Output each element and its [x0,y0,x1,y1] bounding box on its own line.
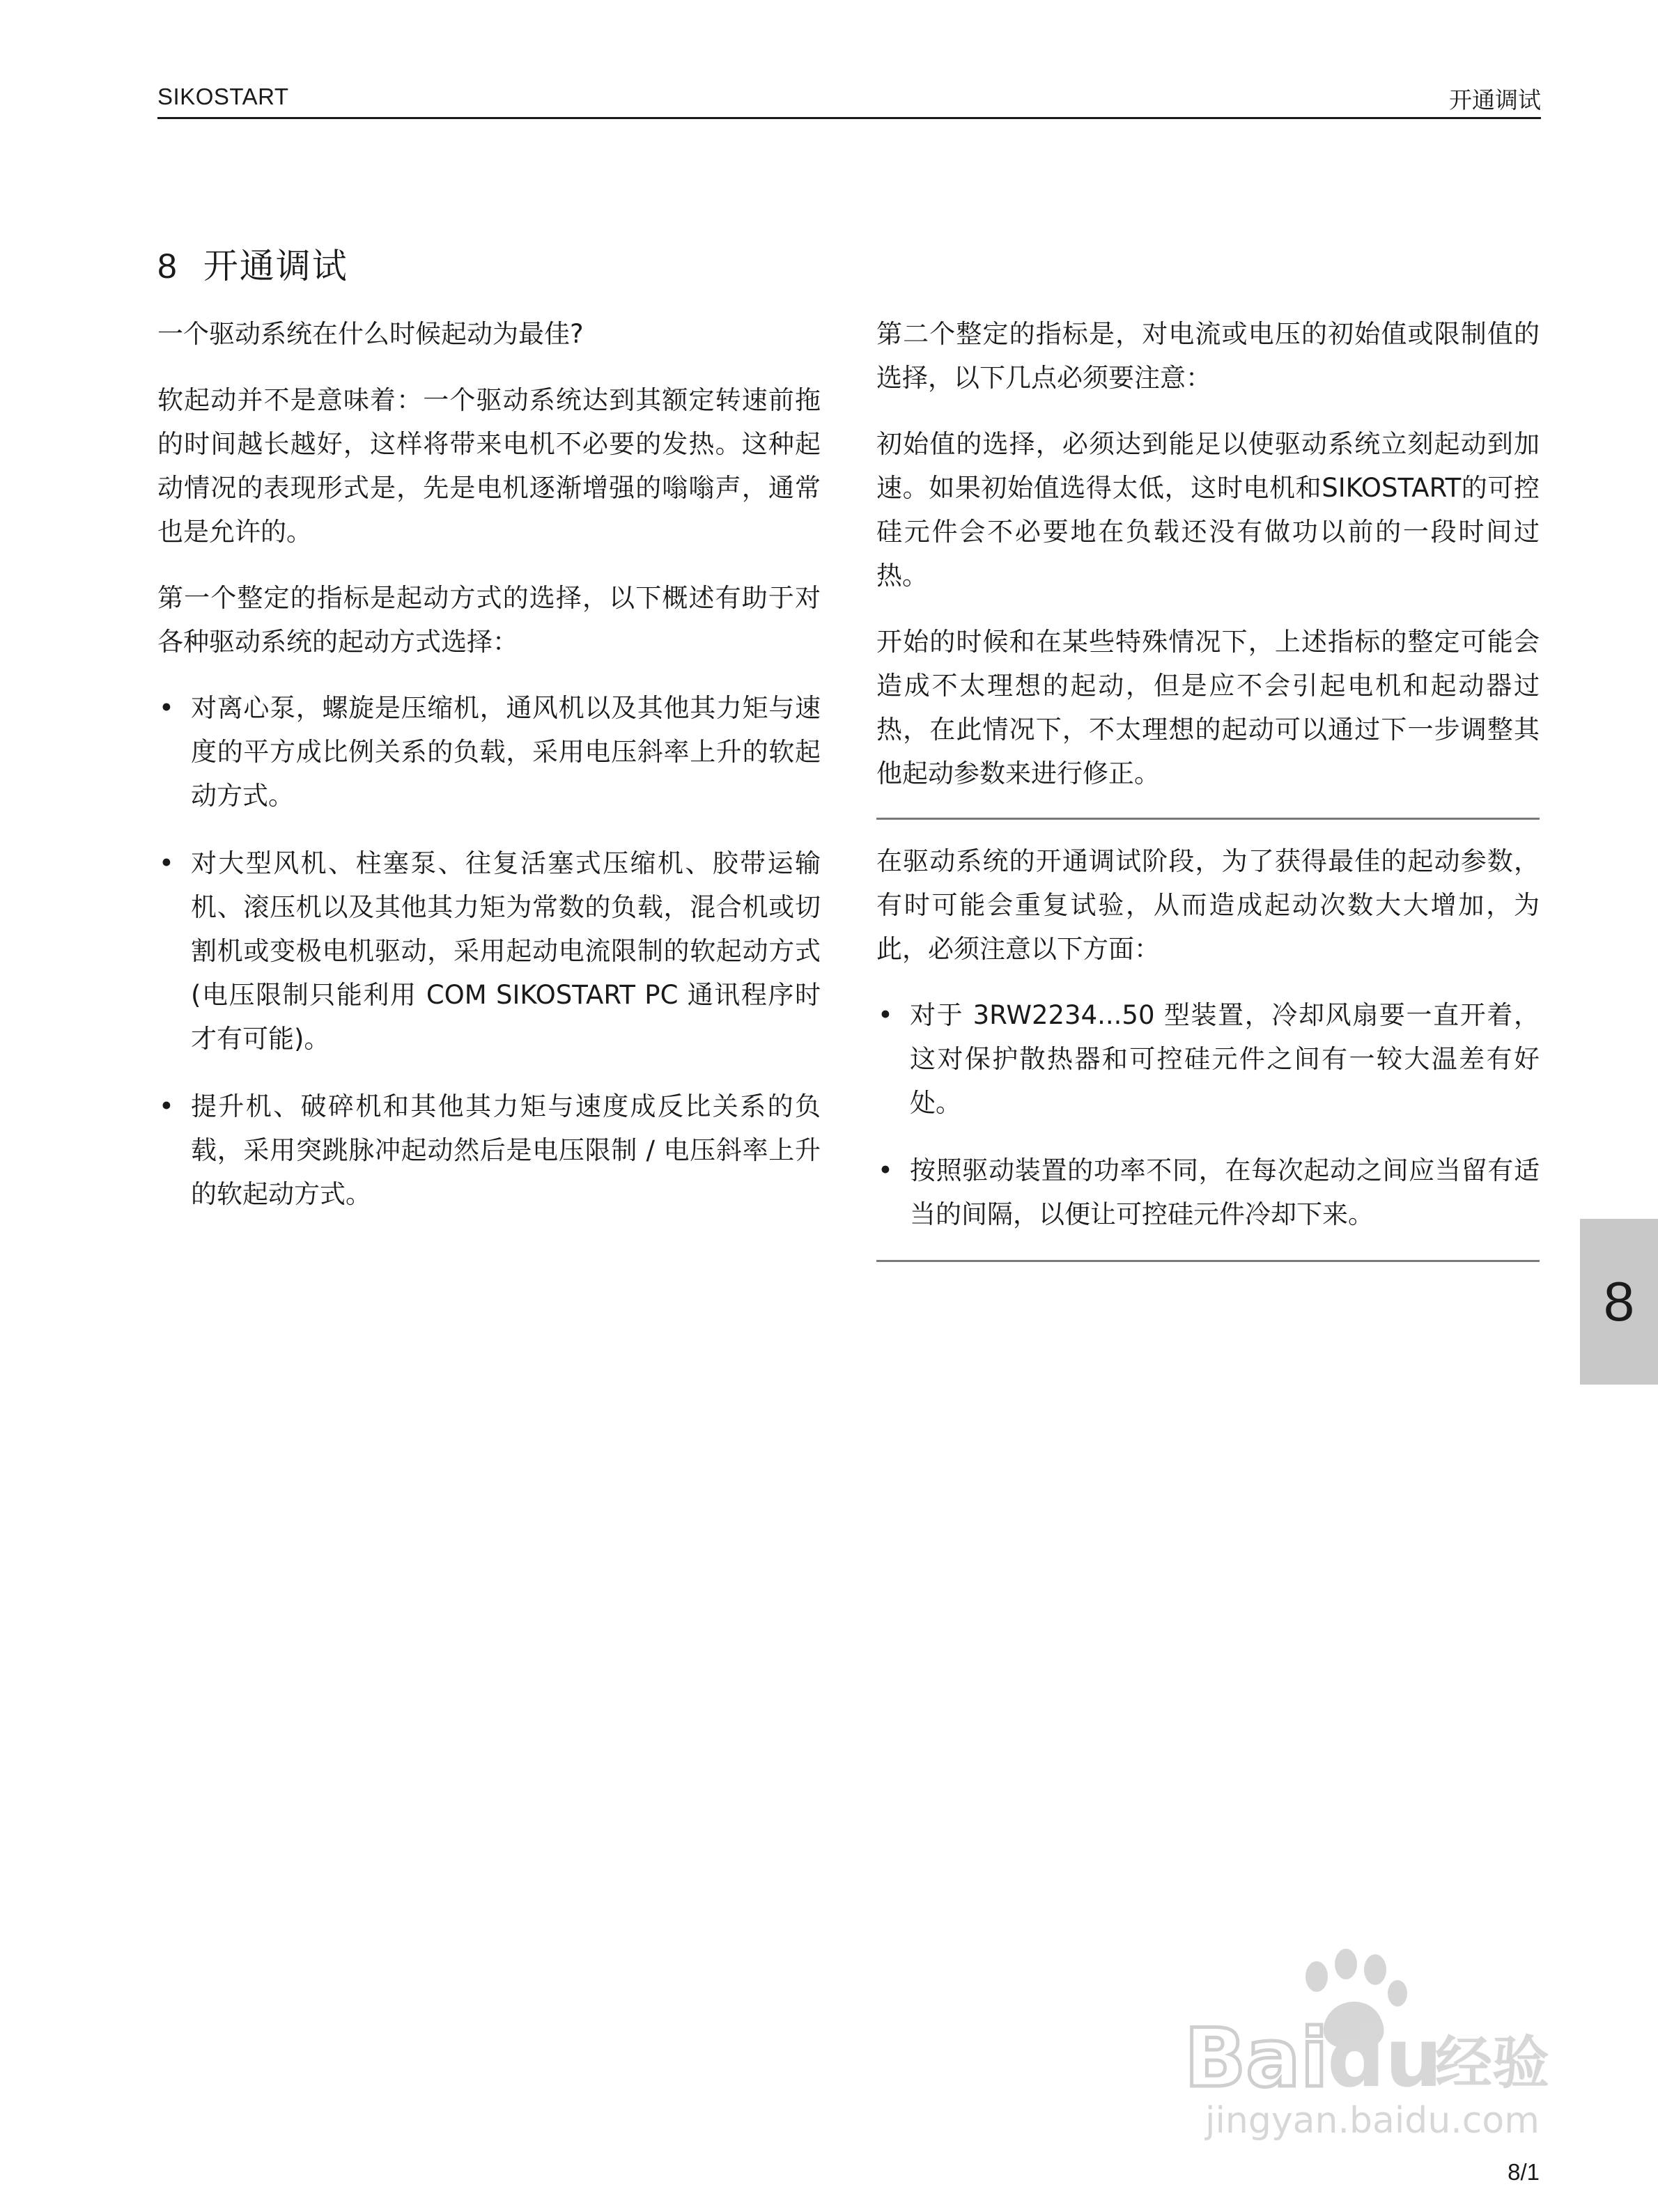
left-bullet-text: 对大型风机、柱塞泵、往复活塞式压缩机、胶带运输机、滚压机以及其他其力矩为常数的负载，混合机或切割机或变极电机驱动，采用起动电流限制的软起动方式(电压限制只能利用 COM SIKOSTART PC 通讯程序时才有可能)。 [191,848,821,1054]
right-bullet-item [876,1148,1540,1236]
svg-text:Bai: Bai [1184,2011,1328,2105]
right-bullet-item [876,993,1540,1125]
left-paragraph-2: 软起动并不是意味着：一个驱动系统达到其额定转速前拖的时间越长越好，这样将带来电机不必要的发热。这种起动情况的表现形式是，先是电机逐渐增强的嗡嗡声，通常也是允许的。 [157,385,821,547]
note-top-rule [876,818,1540,820]
svg-text:jingyan.baidu.com: jingyan.baidu.com [1205,2100,1540,2142]
chapter-title-text: 开通调试 [203,246,348,286]
right-bullet-text: 按照驱动装置的功率不同，在每次起动之间应当留有适当的间隔，以便让可控硅元件冷却下来。 [910,1155,1540,1229]
right-paragraph-3: 开始的时候和在某些特殊情况下，上述指标的整定可能会造成不太理想的起动，但是应不会引起电机和起动器过热，在此情况下，不太理想的起动可以通过下一步调整其他起动参数来进行修正。 [876,627,1540,788]
bullet-icon: • [878,1155,893,1185]
header-section-title: 开通调试 [1449,86,1541,114]
header-product-name: SIKOSTART [157,84,289,109]
page-number: 8/1 [1508,2159,1540,2185]
right-column [876,312,1540,1282]
right-bullet-text: 对于 3RW2234...50 型装置，冷却风扇要一直开着，这对保护散热器和可控硅元件之间有一较大温差有好处。 [910,1000,1540,1118]
bullet-icon: • [878,1000,893,1030]
note-bottom-rule [876,1260,1540,1262]
left-bullet-item [157,841,821,1061]
left-bullet-item [157,686,821,818]
bullet-icon: • [159,848,174,878]
right-paragraph-1: 第二个整定的指标是，对电流或电压的初始值或限制值的选择，以下几点必须要注意： [876,319,1540,393]
chapter-number: 8 [157,247,178,286]
left-paragraph-3: 第一个整定的指标是起动方式的选择，以下概述有助于对各种驱动系统的起动方式选择： [157,583,821,657]
right-bullet-list [876,993,1540,1236]
left-bullet-text: 对离心泵，螺旋是压缩机，通风机以及其他其力矩与速度的平方成比例关系的负载，采用电压斜率上升的软起动方式。 [191,693,821,811]
left-bullet-item [157,1084,821,1216]
bullet-icon: • [159,693,174,723]
left-column [157,312,821,1240]
left-bullet-list [157,686,821,1216]
bullet-icon: • [159,1091,174,1121]
left-paragraph-1: 一个驱动系统在什么时候起动为最佳? [157,319,584,349]
svg-text:du: du [1327,2011,1443,2105]
baidu-watermark-logo [1177,1936,1567,2145]
chapter-title [157,238,348,288]
left-bullet-text: 提升机、破碎机和其他其力矩与速度成反比关系的负载，采用突跳脉冲起动然后是电压限制 / 电压斜率上升的软起动方式。 [191,1091,821,1209]
right-paragraph-2: 初始值的选择，必须达到能足以使驱动系统立刻起动到加速。如果初始值选得太低，这时电机和SIKOSTART的可控硅元件会不必要地在负载还没有做功以前的一段时间过热。 [876,429,1540,591]
header-rule [157,117,1541,119]
chapter-tab: 8 [1580,1219,1658,1385]
svg-text:经验: 经验 [1435,2030,1550,2096]
right-paragraph-4: 在驱动系统的开通调试阶段，为了获得最佳的起动参数，有时可能会重复试验，从而造成起动次数大大增加，为此，必须注意以下方面： [876,846,1540,964]
